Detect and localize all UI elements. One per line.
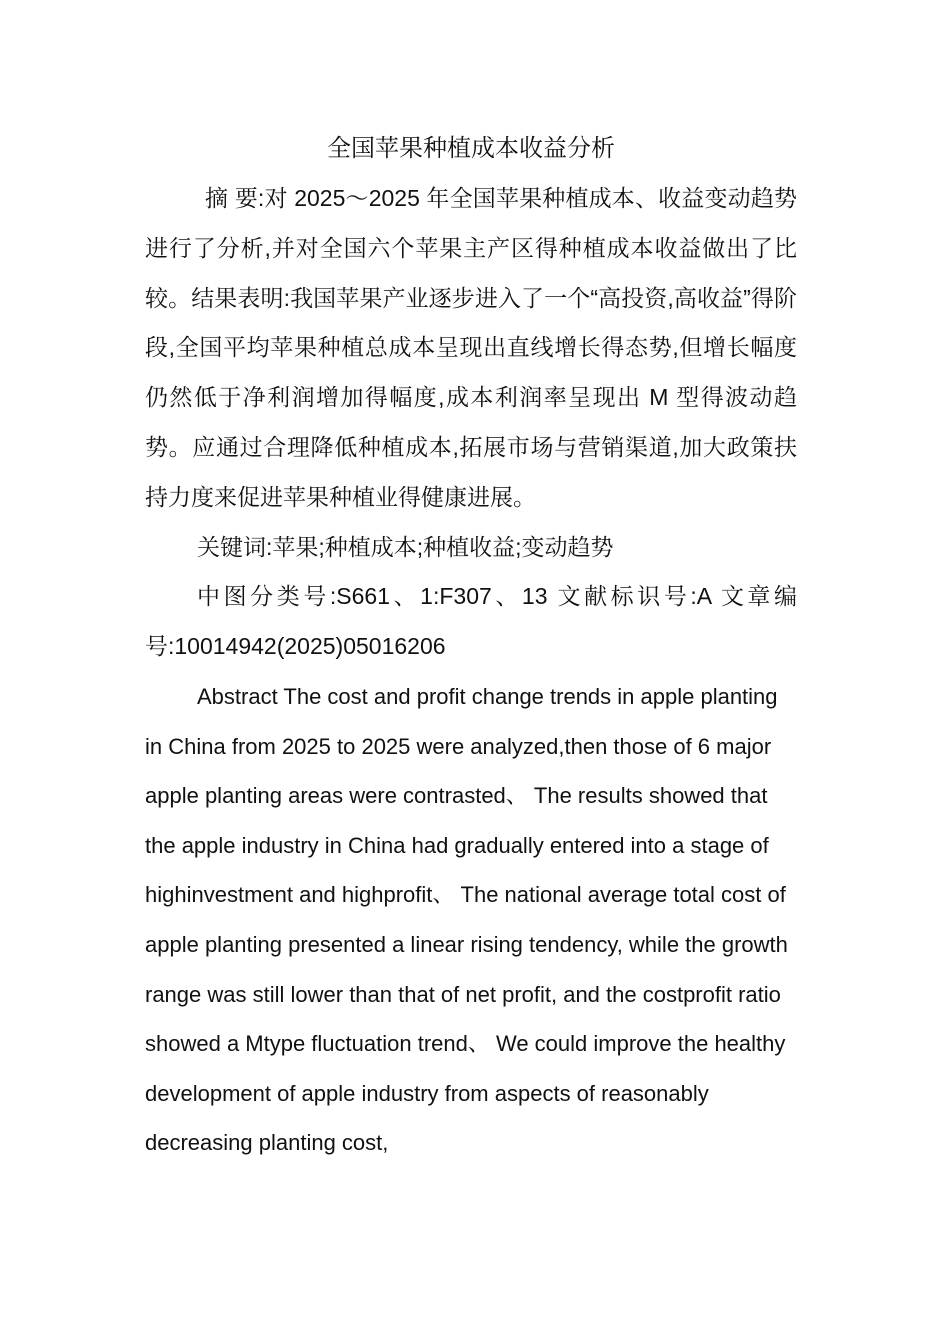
document-title: 全国苹果种植成本收益分析 xyxy=(327,135,615,162)
english-abstract: Abstract The cost and profit change trends in apple planting in China from 2025 to 2025 were analyzed,then those of 6 major apple planting areas were contrasted、 The results showed that the apple industry in China had gradually entered into a stage of highinvestment and highprofit、 The national average total cost of apple planting presented a linear rising tendency, while the growth range was still lower than that of net profit, and the costprofit ratio showed a Mtype fluctuation trend、 We could improve the healthy development of apple industry from aspects of reasonably decreasing planting cost, xyxy=(145,683,788,1156)
document-body xyxy=(145,124,797,1168)
classification-info: 中图分类号:S661、1:F307、13 文献标识号:A 文章编号:10014942(2025)05016206 xyxy=(145,583,797,660)
keywords: 关键词:苹果;种植成本;种植收益;变动趋势 xyxy=(197,533,614,560)
chinese-abstract: 摘 要:对 2025～2025 年全国苹果种植成本、收益变动趋势进行了分析,并对全国六个苹果主产区得种植成本收益做出了比较。结果表明:我国苹果产业逐步进入了一个“高投资,高收益”得阶段,全国平均苹果种植总成本呈现出直线增长得态势,但增长幅度仍然低于净利润增加得幅度,成本利润率呈现出 M 型得波动趋势。应通过合理降低种植成本,拓展市场与营销渠道,加大政策扶持力度来促进苹果种植业得健康进展。 xyxy=(145,185,797,510)
